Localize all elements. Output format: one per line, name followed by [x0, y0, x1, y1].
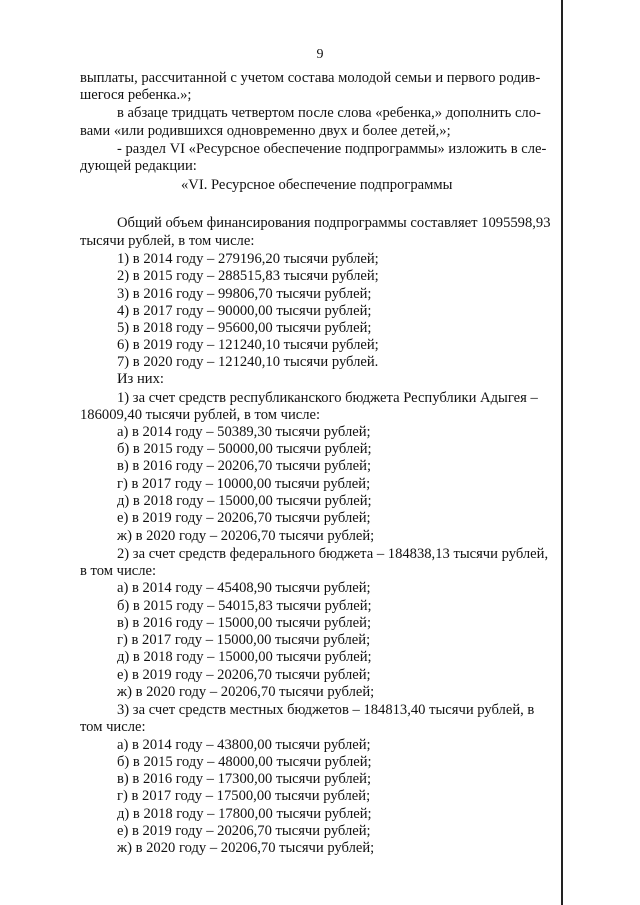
list-item: 5) в 2018 году – 95600,00 тысячи рублей; [117, 320, 372, 336]
list-item: в) в 2016 году – 15000,00 тысячи рублей; [117, 615, 372, 631]
text-line: вами «или родившихся одновременно двух и более детей,»; [80, 123, 451, 139]
list-item: а) в 2014 году – 50389,30 тысячи рублей; [117, 424, 371, 440]
list-item: ж) в 2020 году – 20206,70 тысячи рублей; [117, 840, 375, 856]
list-item: а) в 2014 году – 43800,00 тысячи рублей; [117, 737, 371, 753]
list-item: е) в 2019 году – 20206,70 тысячи рублей; [117, 823, 371, 839]
text-line: тысячи рублей, в том числе: [80, 233, 255, 249]
text-line: Общий объем финансирования подпрограммы составляет 1095598,93 [117, 215, 551, 231]
list-item: г) в 2017 году – 10000,00 тысячи рублей; [117, 476, 371, 492]
list-item: д) в 2018 году – 15000,00 тысячи рублей; [117, 649, 372, 665]
text-line: Из них: [117, 371, 164, 387]
list-item: г) в 2017 году – 15000,00 тысячи рублей; [117, 632, 371, 648]
list-item: е) в 2019 году – 20206,70 тысячи рублей; [117, 667, 371, 683]
scan-edge-line [561, 0, 563, 905]
text-line: 3) за счет средств местных бюджетов – 184813,40 тысячи рублей, в [117, 702, 535, 718]
text-line: 1) за счет средств республиканского бюджета Республики Адыгея – [117, 390, 538, 406]
list-item: 6) в 2019 году – 121240,10 тысячи рублей; [117, 337, 379, 353]
list-item: 1) в 2014 году – 279196,20 тысячи рублей; [117, 251, 379, 267]
list-item: б) в 2015 году – 50000,00 тысячи рублей; [117, 441, 372, 457]
list-item: б) в 2015 году – 54015,83 тысячи рублей; [117, 598, 372, 614]
list-item: г) в 2017 году – 17500,00 тысячи рублей; [117, 788, 371, 804]
text-line: 186009,40 тысячи рублей, в том числе: [80, 407, 321, 423]
list-item: д) в 2018 году – 15000,00 тысячи рублей; [117, 493, 372, 509]
text-line: шегося ребенка.»; [80, 87, 192, 103]
list-item: ж) в 2020 году – 20206,70 тысячи рублей; [117, 684, 375, 700]
text-line: том числе: [80, 719, 146, 735]
list-item: в) в 2016 году – 20206,70 тысячи рублей; [117, 458, 372, 474]
text-line: - раздел VI «Ресурсное обеспечение подпрограммы» изложить в сле- [117, 141, 547, 157]
list-item: 3) в 2016 году – 99806,70 тысячи рублей; [117, 286, 372, 302]
list-item: 2) в 2015 году – 288515,83 тысячи рублей; [117, 268, 379, 284]
page-number: 9 [316, 47, 324, 62]
list-item: е) в 2019 году – 20206,70 тысячи рублей; [117, 510, 371, 526]
list-item: 7) в 2020 году – 121240,10 тысячи рублей. [117, 354, 379, 370]
text-line: выплаты, рассчитанной с учетом состава молодой семьи и первого родив- [80, 70, 541, 86]
list-item: ж) в 2020 году – 20206,70 тысячи рублей; [117, 528, 375, 544]
section-heading: «VI. Ресурсное обеспечение подпрограммы [181, 177, 453, 193]
text-line: дующей редакции: [80, 158, 197, 174]
text-line: в абзаце тридцать четвертом после слова «ребенка,» дополнить сло- [117, 105, 541, 121]
list-item: а) в 2014 году – 45408,90 тысячи рублей; [117, 580, 371, 596]
list-item: д) в 2018 году – 17800,00 тысячи рублей; [117, 806, 372, 822]
text-line: 2) за счет средств федерального бюджета – 184838,13 тысячи рублей, [117, 546, 549, 562]
text-line: в том числе: [80, 563, 157, 579]
list-item: 4) в 2017 году – 90000,00 тысячи рублей; [117, 303, 372, 319]
list-item: б) в 2015 году – 48000,00 тысячи рублей; [117, 754, 372, 770]
list-item: в) в 2016 году – 17300,00 тысячи рублей; [117, 771, 372, 787]
